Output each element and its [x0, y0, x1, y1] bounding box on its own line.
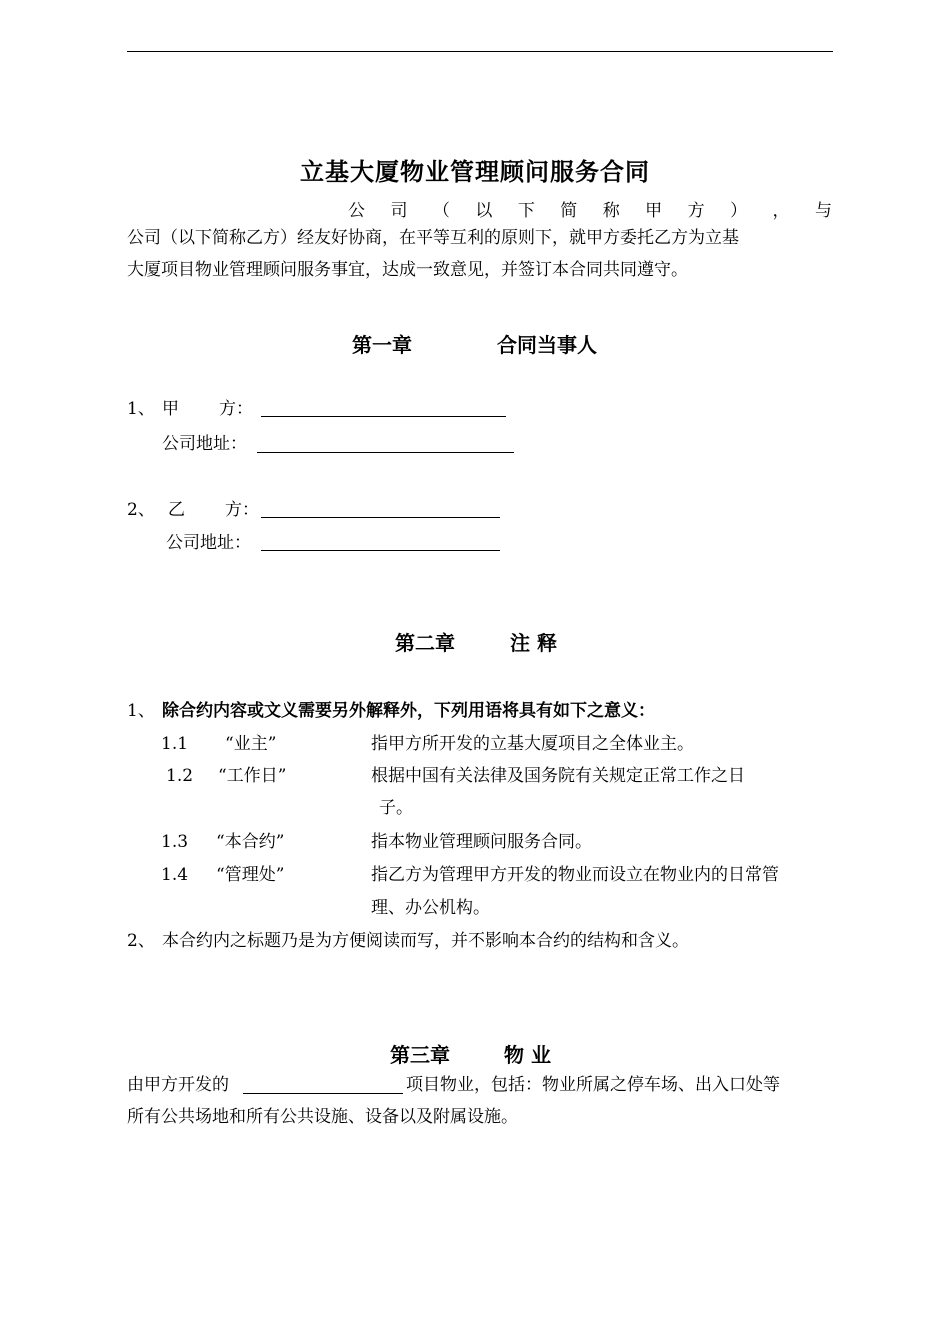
intro-line-1-char: ，: [772, 201, 790, 221]
chapter3-number: 第三章: [390, 1043, 450, 1067]
chapter3-line1-suffix: 项目物业，包括：物业所属之停车场、出入口处等: [406, 1075, 780, 1095]
intro-line-1-char: 下: [517, 201, 535, 221]
party-a-address-label: 公司地址：: [162, 434, 247, 454]
chapter1-number: 第一章: [352, 333, 412, 357]
chapter3-name: 物 业: [504, 1043, 551, 1067]
document-title: 立基大厦物业管理顾问服务合同: [300, 158, 650, 186]
def-3-desc: 指本物业管理顾问服务合同。: [371, 832, 592, 852]
party-a-label-2: 方：: [219, 399, 253, 419]
chapter3-line1-prefix: 由甲方开发的: [127, 1075, 229, 1095]
party-b-label-2: 方：: [225, 500, 259, 520]
chapter3-project-field[interactable]: [243, 1093, 403, 1094]
chapter2-item2-index: 2、: [127, 931, 155, 951]
def-2-number: 1.2: [166, 766, 194, 786]
def-3-number: 1.3: [161, 832, 189, 852]
intro-line-1-char: ）: [730, 201, 748, 221]
intro-line-1-char: 简: [560, 201, 578, 221]
def-1-term: “业主”: [225, 734, 277, 754]
def-4-term: “管理处”: [216, 865, 285, 885]
party-a-name-field[interactable]: [261, 416, 506, 417]
chapter2-name: 注 释: [510, 631, 557, 655]
def-4-desc-line-1: 指乙方为管理甲方开发的物业而设立在物业内的日常管: [371, 865, 779, 885]
intro-line-1-char: 以: [475, 201, 493, 221]
party-a-label-1: 甲: [162, 399, 179, 419]
chapter2-number: 第二章: [395, 631, 455, 655]
def-2-desc-line-2: 子。: [379, 798, 413, 818]
def-3-term: “本合约”: [216, 832, 285, 852]
party-b-index: 2、: [127, 500, 155, 520]
intro-line-2: 公司（以下简称乙方）经友好协商，在平等互利的原则下，就甲方委托乙方为立基: [127, 228, 739, 248]
def-2-term: “工作日”: [218, 766, 287, 786]
def-1-number: 1.1: [161, 734, 189, 754]
party-a-address-field[interactable]: [257, 452, 514, 453]
chapter2-item1-text: 除合约内容或文义需要另外解释外，下列用语将具有如下之意义：: [162, 701, 655, 721]
intro-line-1-char: 甲: [645, 201, 663, 221]
party-a-index: 1、: [127, 399, 155, 419]
intro-line-1-char: 方: [687, 201, 705, 221]
def-1-desc: 指甲方所开发的立基大厦项目之全体业主。: [371, 734, 694, 754]
intro-line-3: 大厦项目物业管理顾问服务事宜，达成一致意见，并签订本合同共同遵守。: [127, 260, 688, 280]
def-4-number: 1.4: [161, 865, 189, 885]
chapter1-name: 合同当事人: [497, 333, 597, 357]
def-4-desc-line-2: 理、办公机构。: [371, 898, 490, 918]
intro-line-1-char: 称: [602, 201, 620, 221]
party-b-address-label: 公司地址：: [166, 533, 251, 553]
party-b-address-field[interactable]: [261, 550, 500, 551]
party-b-name-field[interactable]: [261, 517, 500, 518]
intro-line-1-char: 与: [814, 201, 832, 221]
party-b-label-1: 乙: [168, 500, 185, 520]
def-2-desc-line-1: 根据中国有关法律及国务院有关规定正常工作之日: [371, 766, 745, 786]
intro-line-1-char: 公: [348, 201, 365, 221]
intro-line-1: [348, 196, 832, 221]
chapter2-item1-index: 1、: [127, 701, 155, 721]
intro-line-1-char: （: [432, 201, 450, 221]
header-rule: [127, 51, 833, 52]
intro-line-1-char: 司: [390, 201, 408, 221]
chapter2-item2-text: 本合约内之标题乃是为方便阅读而写，并不影响本合约的结构和含义。: [162, 931, 689, 951]
chapter3-line2: 所有公共场地和所有公共设施、设备以及附属设施。: [127, 1107, 518, 1127]
